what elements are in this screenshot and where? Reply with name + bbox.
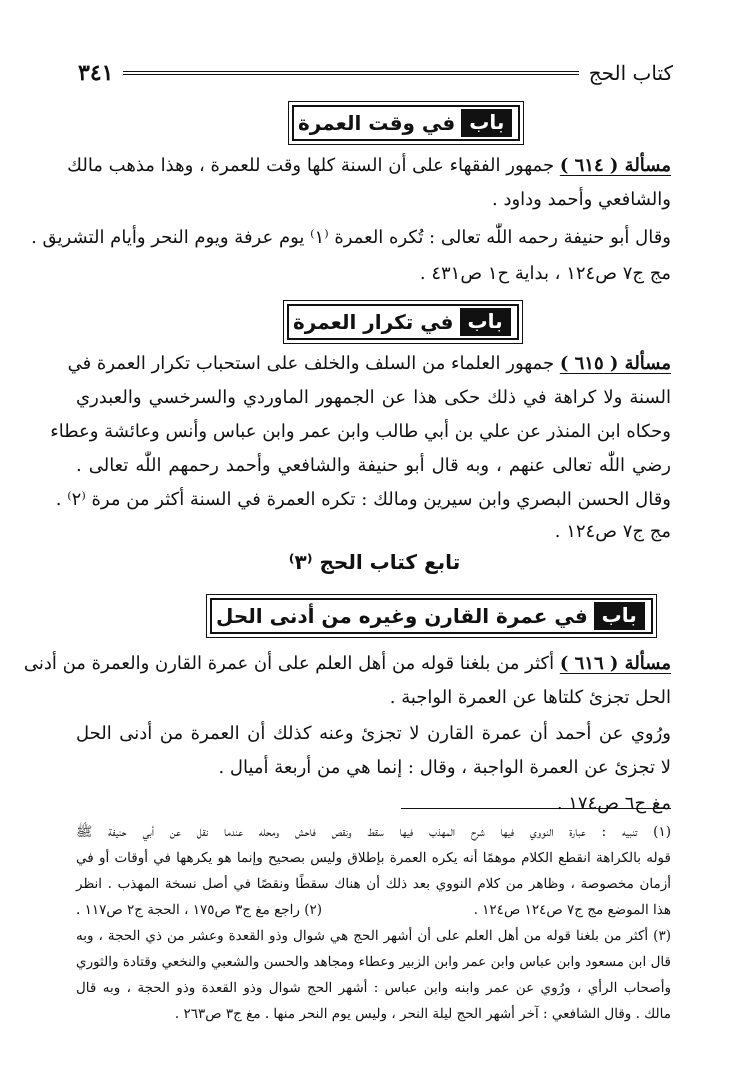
footnote-line: وأصحاب الرأي ، ورُوي عن عمر وابنه وابن عباس : أشهر الحج شوال وذو القعدة وذو الحجة ، وبه قال <box>76 980 671 996</box>
footnote-line: قوله بالكراهة انقطع الكلام موهمًا أنه يكره العمرة بإطلاق وليس بصحيح وإنما هو يكرهها في أوقات أو في <box>76 850 671 866</box>
chapter-heading-1 <box>292 105 520 141</box>
running-header <box>78 58 673 88</box>
header-rule <box>123 71 578 75</box>
chapter-heading-3 <box>210 598 653 634</box>
footnote-line: قال ابن مسعود وابن عباس وابن عمر وابن الزبير وعطاء ومجاهد والحسن والشعبي والنخعي وقتادة والثوري <box>76 954 671 970</box>
paragraph-line: وقال أبو حنيفة رحمه اللّٰه تعالى : تُكره العمرة ⁽١⁾ يوم عرفة ويوم النحر وأيام التشريق . <box>31 227 671 248</box>
footnote-ref: هذا الموضع مج ج٧ ص١٢٤ ص١٢٤ . <box>473 902 671 918</box>
paragraph-line: رضي اللّٰه تعالى عنهم ، وبه قال أبو حنيفة والشافعي وأحمد رحمهم اللّٰه تعالى . <box>76 455 671 476</box>
bab-label: باب <box>594 602 645 630</box>
running-title: كتاب الحج <box>588 61 673 85</box>
masala-number: مسألة ( ٦١٤ ) <box>559 155 671 176</box>
page-number: ٣٤١ <box>78 60 114 86</box>
paragraph-line: السنة ولا كراهة في ذلك حكى هذا عن الجمهور الماوردي والسرخسي والعبدري <box>76 387 671 408</box>
paragraph-line: لا تجزئ عن العمرة الواجبة ، وقال : إنما هي من أربعة أميال . <box>218 757 671 778</box>
paragraph-line: وحكاه ابن المنذر عن علي بن أبي طالب وابن عمر وابن عباس وأنس وعائشة وعطاء <box>50 421 671 442</box>
footnote-2: (٢) راجع مغ ج٣ ص١٧٥ ، الحجة ج٢ ص١١٧ . <box>76 902 323 918</box>
section-title: تابع كتاب الحج ⁽٣⁾ <box>288 550 461 574</box>
heading-text: في عمرة القارن وغيره من أدنى الحل <box>216 604 588 628</box>
paragraph-line: وقال الحسن البصري وابن سيرين ومالك : تكره العمرة في السنة أكثر من مرة ⁽٢⁾ . <box>55 489 671 510</box>
footnote-pair <box>76 898 671 922</box>
footnote-rule <box>401 808 671 809</box>
footnote-line: (١) تنبيه : عبارة النووي فيها شرح المهذب فيها سقط ونقص فاحش ومحله عندما نقل عن أبي حنيفة ﷺ <box>76 824 671 840</box>
masala-number: مسألة ( ٦١٦ ) <box>559 653 671 674</box>
bab-label: باب <box>461 109 512 137</box>
heading-text: في تكرار العمرة <box>293 310 454 334</box>
chapter-heading-2 <box>287 304 519 340</box>
reference-line: مج ج٧ ص١٢٤ . <box>554 521 671 542</box>
paragraph-line: الحل تجزئ كلتاها عن العمرة الواجبة . <box>389 687 671 708</box>
heading-text: في وقت العمرة <box>298 111 456 135</box>
masala-number: مسألة ( ٦١٥ ) <box>559 353 671 374</box>
paragraph-line: ورُوي عن أحمد أن عمرة القارن لا تجزئ وعنه كذلك أن العمرة من أدنى الحل <box>76 723 671 744</box>
reference-line: مج ج٧ ص١٢٤ ، بداية ح١ ص٤٣١ . <box>419 263 671 284</box>
bab-label: باب <box>460 308 511 336</box>
paragraph-line: مسألة ( ٦١٤ ) جمهور الفقهاء على أن السنة كلها وقت للعمرة ، وهذا مذهب مالك <box>67 155 671 176</box>
reference-line: مغ ج٦ ص١٧٤ . <box>556 793 671 814</box>
paragraph-line: مسألة ( ٦١٥ ) جمهور العلماء من السلف والخلف على استحباب تكرار العمرة في <box>67 353 671 374</box>
paragraph-line: والشافعي وأحمد وداود . <box>492 189 671 210</box>
footnote-line: أزمان مخصوصة ، وظاهر من كلام النووي بعد ذلك أن هناك سقطًا ونقصًا في أصل نسخة المهذب . انظر <box>76 876 671 892</box>
footnote-line: مالك . وقال الشافعي : آخر أشهر الحج ليلة النحر ، وليس يوم النحر منها . مغ ج٣ ص٢٦٣ . <box>174 1006 671 1022</box>
paragraph-line: مسألة ( ٦١٦ ) أكثر من بلغنا قوله من أهل العلم على أن عمرة القارن والعمرة من أدنى <box>23 653 671 674</box>
footnote-line: (٣) أكثر من بلغنا قوله من أهل العلم على أن أشهر الحج هي شوال وذو القعدة وعشر من ذي الحجة ، وبه <box>76 928 671 944</box>
